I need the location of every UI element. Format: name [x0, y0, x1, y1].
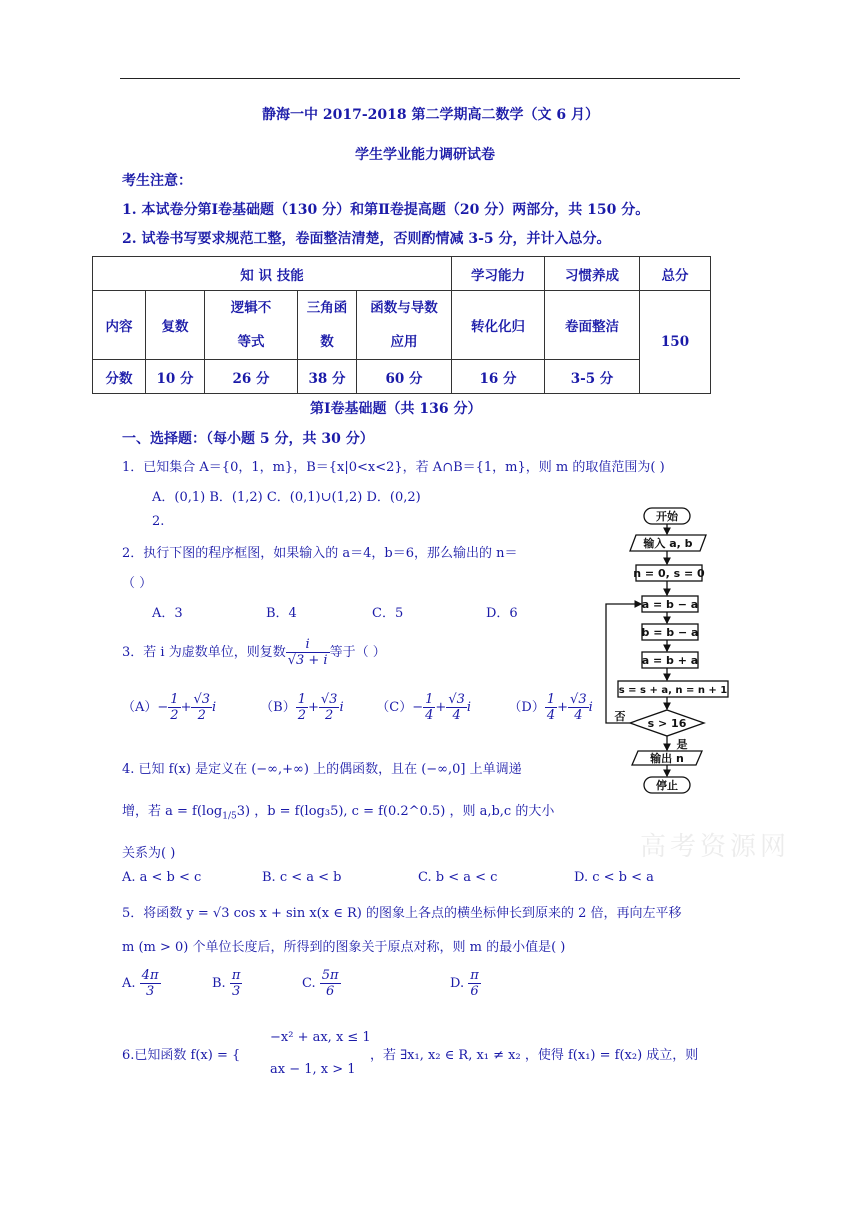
q4-option-c: C. b < a < c: [418, 870, 498, 885]
cell-functions: 函数与导数 应用: [357, 291, 452, 360]
q5-option-a: A. $\frac{4\pi}{3}$: [122, 968, 159, 999]
cell-transform: 转化化归: [452, 291, 545, 360]
q1-extra: 2.: [152, 514, 165, 529]
score-complex: 10 分: [146, 360, 205, 394]
q3-option-d: （D） $\frac{1}{4}$ + $\frac{√3}{4}$ i: [508, 692, 593, 723]
cell-trig: 三角函 数: [298, 291, 357, 360]
q5-line-2: m (m > 0) 个单位长度后，所得到的图象关于原点对称，则 m 的最小值是( ): [122, 940, 566, 955]
q6-prefix: 6.已知函数 f(x) = {: [122, 1048, 241, 1063]
header-learning: 学习能力: [452, 257, 545, 291]
q4-line-2: 增，若 $a = f(\log_{1/5}3)$ ，b = f(log₃5), c = f(0.2^0.5) ，则 a,b,c 的大小: [122, 804, 555, 822]
q4-line-3: 关系为( ): [122, 846, 176, 861]
part1-title: 第Ⅰ卷基础题（共 136 分）: [310, 401, 482, 417]
q3-option-b: （B） $\frac{1}{2}$ + $\frac{√3}{2}$ i: [260, 692, 344, 723]
q6-suffix: ，若 ∃x₁, x₂ ∈ R, x₁ ≠ x₂ ，使得 f(x₁) = f(x₂) 成立，则: [370, 1048, 699, 1063]
flow-step4-label: s = s + a, n = n + 1: [618, 685, 728, 696]
cell-total: 150: [640, 291, 711, 394]
flow-start-label: 开始: [656, 510, 678, 523]
flow-init-label: n = 0, s = 0: [633, 567, 705, 580]
q5-option-b: B. $\frac{\pi}{3}$: [212, 968, 241, 999]
note-item-1: 1. 本试卷分第Ⅰ卷基础题（130 分）和第Ⅱ卷提高题（20 分）两部分，共 150 分。: [122, 202, 650, 218]
row-content-label: 内容: [93, 291, 146, 360]
flow-yes-label: 是: [676, 738, 688, 751]
q4-option-b: B. c < a < b: [262, 870, 342, 885]
q6-case-2: ax − 1, x > 1: [270, 1062, 356, 1077]
flow-step2-label: b = b − a: [641, 626, 699, 639]
q4-line-1: 4. 已知 f(x) 是定义在 (−∞,+∞) 上的偶函数，且在 (−∞,0] 上单调递: [122, 762, 522, 777]
header-knowledge: 知 识 技能: [93, 257, 452, 291]
score-functions: 60 分: [357, 360, 452, 394]
q2-paren: （ ）: [122, 576, 153, 591]
q5-option-c: C. $\frac{5\pi}{6}$: [302, 968, 339, 999]
note-item-2: 2. 试卷书写要求规范工整，卷面整洁清楚，否则酌情减 3-5 分，并计入总分。: [122, 231, 611, 247]
q4-option-a: A. a < b < c: [122, 870, 202, 885]
q1-options: A．(0,1) B．(1,2) C．(0,1)∪(1,2) D．(0,2): [152, 490, 421, 505]
header-habit: 习惯养成: [545, 257, 640, 291]
program-flowchart: [596, 500, 730, 800]
cell-complex: 复数: [146, 291, 205, 360]
q3-option-c: （C）− $\frac{1}{4}$ + $\frac{√3}{4}$ i: [376, 692, 472, 723]
q2-stem: 2．执行下图的程序框图，如果输入的 a＝4，b＝6，那么输出的 n＝: [122, 546, 518, 561]
flow-condition-label: s > 16: [647, 717, 687, 730]
flow-output-label: 输出 n: [650, 752, 684, 765]
q3-option-a: （A）− $\frac{1}{2}$ + $\frac{√3}{2}$ i: [122, 692, 217, 723]
row-score-label: 分数: [93, 360, 146, 394]
q1-stem: 1．已知集合 A＝{0，1，m}，B＝{x|0<x<2}，若 A∩B＝{1，m}，则 m 的取值范围为( ): [122, 460, 665, 475]
q4-option-d: D. c < b < a: [574, 870, 654, 885]
cell-neatness: 卷面整洁: [545, 291, 640, 360]
exam-title: 静海一中 2017-2018 第二学期高二数学（文 6 月）: [262, 107, 599, 123]
header-total: 总分: [640, 257, 711, 291]
flow-step3-label: a = b + a: [641, 654, 699, 667]
notes-heading: 考生注意：: [122, 173, 192, 189]
flow-step1-label: a = b − a: [641, 598, 699, 611]
watermark: 高考资源网: [640, 832, 791, 862]
cell-logic: 逻辑不 等式: [205, 291, 298, 360]
q2-option-c: C．5: [372, 606, 404, 621]
q6-case-1: −x² + ax, x ≤ 1: [270, 1030, 371, 1045]
q3-stem: 3．若 i 为虚数单位，则复数 $\frac{i}{√3 + i}$ 等于（ ）: [122, 637, 386, 668]
q5-option-d: D. $\frac{\pi}{6}$: [450, 968, 479, 999]
score-trig: 38 分: [298, 360, 357, 394]
exam-subtitle: 学生学业能力调研试卷: [355, 147, 495, 163]
header-rule: [120, 78, 740, 79]
score-neatness: 3-5 分: [545, 360, 640, 394]
flow-end-label: 停止: [656, 779, 678, 792]
q2-option-d: D．6: [486, 606, 518, 621]
q3-options: [122, 692, 593, 723]
section-choice-heading: 一、选择题：（每小题 5 分，共 30 分）: [122, 431, 374, 447]
score-logic: 26 分: [205, 360, 298, 394]
q2-option-b: B．4: [266, 606, 297, 621]
q2-option-a: A．3: [152, 606, 183, 621]
q5-line-1: 5．将函数 y = √3 cos x + sin x(x ∈ R) 的图象上各点的横坐标伸长到原来的 2 倍，再向左平移: [122, 906, 682, 921]
score-table: [92, 256, 711, 394]
flow-input-label: 输入 a, b: [643, 537, 693, 550]
score-transform: 16 分: [452, 360, 545, 394]
flow-loop-arrow: [606, 604, 641, 723]
flow-no-label: 否: [614, 710, 626, 723]
